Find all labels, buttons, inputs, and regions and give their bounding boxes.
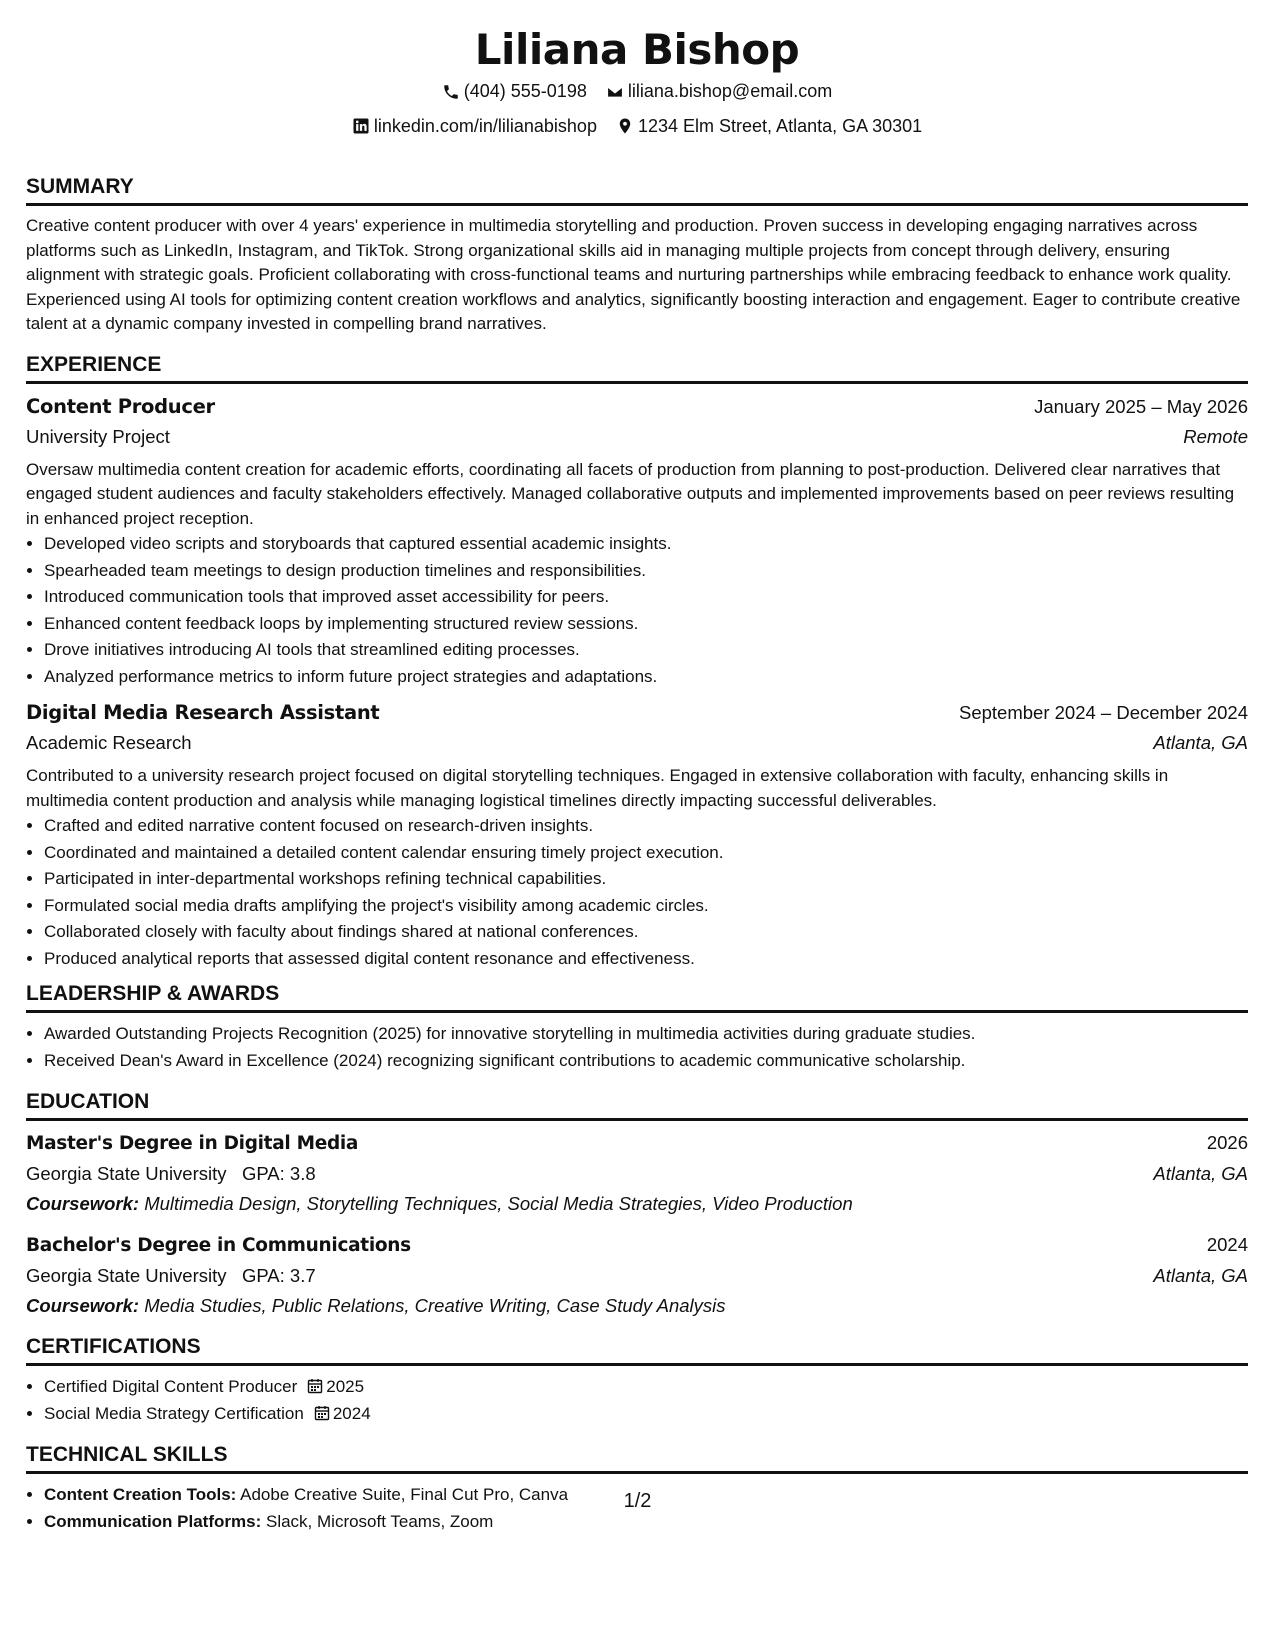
list-item <box>44 1401 1248 1428</box>
section-title: TECHNICAL SKILLS <box>26 1441 1248 1474</box>
skill-value: Adobe Creative Suite, Final Cut Pro, Canva <box>240 1485 569 1504</box>
section-title: CERTIFICATIONS <box>26 1333 1248 1366</box>
skill-value: Slack, Microsoft Teams, Zoom <box>265 1511 494 1531</box>
contact-line-2 <box>26 111 1248 146</box>
list-item: • Collaborated closely with faculty about findings shared at national conferences. <box>44 919 1248 946</box>
job-org: University Project <box>26 425 170 447</box>
gpa: GPA: 3.8 <box>241 1163 316 1184</box>
list-item: • Coordinated and maintained a detailed content calendar ensuring timely project execution. <box>44 840 1248 867</box>
contact-email[interactable] <box>606 76 832 107</box>
degree-year: 2026 <box>1206 1132 1248 1153</box>
job-title: Digital Media Research Assistant <box>26 701 380 724</box>
phone-text: (404) 555-0198 <box>463 81 587 101</box>
phone-icon <box>442 83 460 101</box>
coursework-label: Coursework: <box>26 1193 140 1214</box>
summary-section <box>26 173 1248 337</box>
skills-section <box>26 1441 1248 1535</box>
job-entry <box>26 392 1248 691</box>
calendar-icon <box>314 1405 330 1421</box>
school-name: Georgia State University <box>26 1265 227 1286</box>
job-location: Atlanta, GA <box>1153 732 1248 753</box>
list-item: • Analyzed performance metrics to inform future project strategies and adaptations. <box>44 664 1248 691</box>
list-item: • Introduced communication tools that improved asset accessibility for peers. <box>44 584 1248 611</box>
list-item: • Crafted and edited narrative content focused on research-driven insights. <box>44 813 1248 840</box>
school-line <box>26 1159 316 1189</box>
email-icon <box>606 83 624 101</box>
education-section <box>26 1088 1248 1321</box>
coursework-label: Coursework: <box>26 1295 140 1316</box>
list-item: • Received Dean's Award in Excellence (2024) recognizing significant contributions to academic communicative scholarship. <box>44 1048 1248 1075</box>
linkedin-icon <box>352 117 370 135</box>
leadership-list <box>26 1021 1248 1074</box>
section-title: EXPERIENCE <box>26 351 1248 384</box>
job-bullets <box>26 813 1248 972</box>
school-line <box>26 1261 316 1291</box>
candidate-name: Liliana Bishop <box>474 25 800 74</box>
cert-year: 2024 <box>332 1403 371 1423</box>
list-item: • Participated in inter-departmental workshops refining technical capabilities. <box>44 866 1248 893</box>
skill-label: Content Creation Tools: <box>44 1485 237 1504</box>
gpa: GPA: 3.7 <box>241 1265 316 1286</box>
section-title: EDUCATION <box>26 1088 1248 1121</box>
coursework <box>26 1291 1248 1321</box>
list-item: • Formulated social media drafts amplifying the project's visibility among academic circles. <box>44 893 1248 920</box>
summary-text: Creative content producer with over 4 years' experience in multimedia storytelling and production. Proven success in developing engaging narratives across platforms such as LinkedIn, Instagram, and TikTok. Strong organizational skills aid in managing multiple projects from concept through delivery, ensuring alignment with strategic goals. Proficient collaborating with cross-functional teams and nurturing partnerships while embracing feedback to enhance work quality. Experienced using AI tools for optimizing content creation workflows and analytics, significantly boosting interaction and engagement. Eager to contribute creative talent at a dynamic company invested in compelling brand narratives. <box>26 216 1241 333</box>
job-dates: September 2024 – December 2024 <box>959 702 1248 723</box>
contact-line-1 <box>26 76 1248 111</box>
coursework-text: Media Studies, Public Relations, Creative Writing, Case Study Analysis <box>144 1295 726 1316</box>
calendar-icon <box>307 1378 323 1394</box>
degree-name: Bachelor's Degree in Communications <box>26 1235 411 1256</box>
page-number: 1/2 <box>623 1490 652 1512</box>
list-item: • Enhanced content feedback loops by implementing structured review sessions. <box>44 611 1248 638</box>
skill-label: Communication Platforms: <box>44 1511 262 1531</box>
school-location: Atlanta, GA <box>1153 1265 1248 1286</box>
degree-name: Master's Degree in Digital Media <box>26 1133 359 1154</box>
contact-address <box>616 111 922 142</box>
location-icon <box>616 117 634 135</box>
resume-page <box>26 0 1248 1535</box>
list-item: • Developed video scripts and storyboards that captured essential academic insights. <box>44 531 1248 558</box>
certifications-list <box>26 1374 1248 1427</box>
leadership-section <box>26 980 1248 1074</box>
linkedin-text[interactable]: linkedin.com/in/lilianabishop <box>373 115 597 136</box>
cert-name: Certified Digital Content Producer <box>44 1377 298 1396</box>
coursework <box>26 1189 1248 1219</box>
job-location: Remote <box>1183 425 1248 447</box>
section-title: SUMMARY <box>26 173 1248 206</box>
cert-year: 2025 <box>326 1377 365 1396</box>
list-item: • Spearheaded team meetings to design production timelines and responsibilities. <box>44 558 1248 585</box>
school-name: Georgia State University <box>26 1163 227 1184</box>
certifications-section <box>26 1333 1248 1427</box>
list-item <box>44 1374 1248 1401</box>
experience-section <box>26 351 1248 973</box>
job-org: Academic Research <box>26 732 192 753</box>
degree-year: 2024 <box>1206 1234 1248 1255</box>
list-item: • Produced analytical reports that assessed digital content resonance and effectiveness. <box>44 946 1248 973</box>
cert-name: Social Media Strategy Certification <box>44 1403 304 1423</box>
job-title: Content Producer <box>26 394 215 418</box>
job-description: Contributed to a university research project focused on digital storytelling techniques. Engaged in extensive collaboration with faculty, enhancing skills in multimedia content production and analysis while managing logistical timelines directly impacting successful deliverables. <box>26 766 1169 810</box>
coursework-text: Multimedia Design, Storytelling Techniques, Social Media Strategies, Video Production <box>144 1193 853 1214</box>
contact-phone <box>442 76 587 107</box>
job-entry <box>26 698 1248 972</box>
email-text[interactable]: liliana.bishop@email.com <box>627 81 833 101</box>
list-item: • Awarded Outstanding Projects Recognition (2025) for innovative storytelling in multimedia activities during graduate studies. <box>44 1021 1248 1048</box>
school-location: Atlanta, GA <box>1153 1163 1248 1184</box>
job-dates: January 2025 – May 2026 <box>1034 395 1248 417</box>
job-description: Oversaw multimedia content creation for academic efforts, coordinating all facets of production from planning to post-production. Delivered clear narratives that engaged student audiences and faculty stakeholders effectively. Managed collaborative outputs and implemented improvements based on peer reviews resulting in enhanced project reception. <box>26 459 1235 528</box>
address-text: 1234 Elm Street, Atlanta, GA 30301 <box>637 115 923 136</box>
job-bullets <box>26 531 1248 690</box>
education-entry <box>26 1231 1248 1321</box>
education-entry <box>26 1129 1248 1219</box>
section-title: LEADERSHIP & AWARDS <box>26 980 1248 1013</box>
list-item: • Drove initiatives introducing AI tools that streamlined editing processes. <box>44 637 1248 664</box>
contact-linkedin[interactable] <box>352 111 597 142</box>
